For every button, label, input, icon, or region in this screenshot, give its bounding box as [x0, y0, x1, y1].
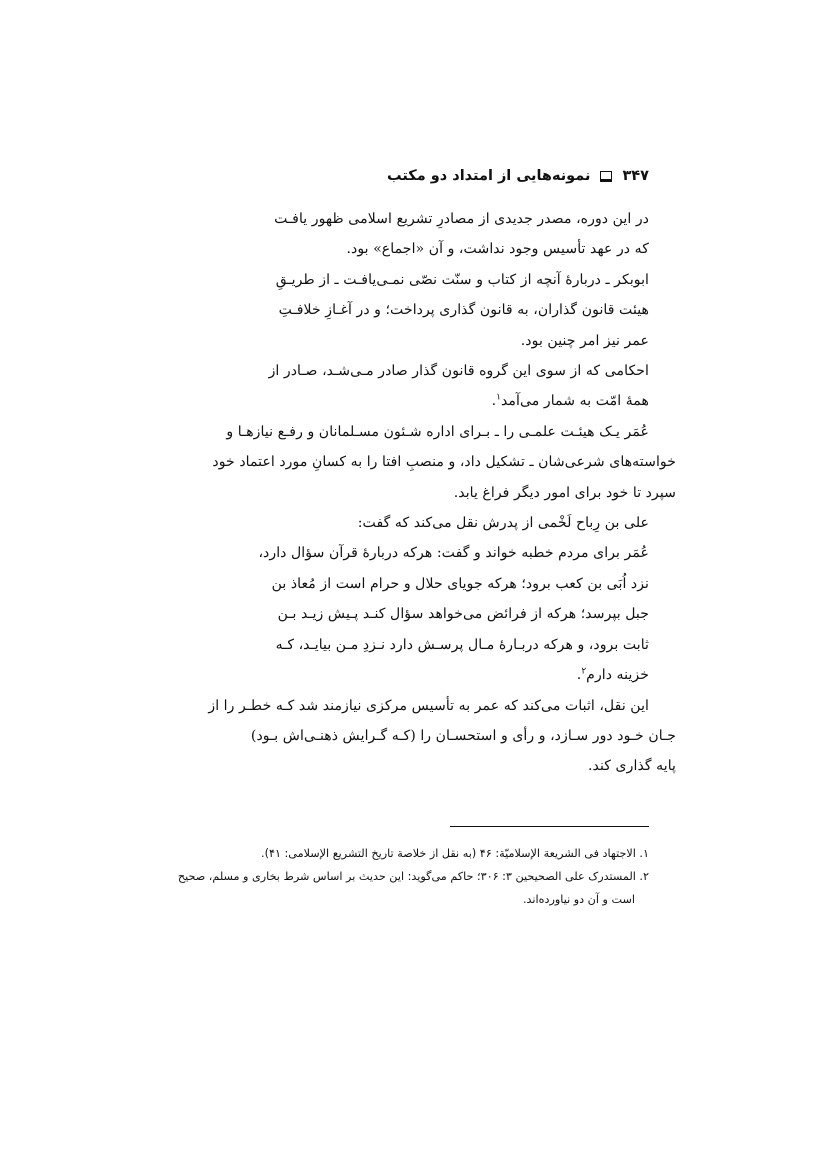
- paragraph-4: [177, 691, 676, 782]
- footnote-marker-1: ۱: [496, 392, 501, 403]
- text-line: عُمَر برای مردم خطبه خواند و گفت: هرکه دربارۀ قرآن سؤال دارد،: [258, 545, 649, 562]
- square-ornament-icon: [600, 171, 612, 182]
- footnote-separator: [450, 826, 649, 827]
- paragraph-2: [177, 417, 676, 508]
- text-line: احکامی که از سوی این گروه قانون گذار صادر مـی‌شـد، صـادر از: [268, 363, 649, 380]
- text-line: که در عهد تأسیس وجود نداشت، و آن «اجماع» بود.: [346, 241, 649, 258]
- text-line: پایه گذاری کند.: [588, 758, 676, 775]
- period: .: [576, 667, 582, 684]
- text-line: جبل بپرسد؛ هرکه از فرائض می‌خواهد سؤال کنـد پـیش زیـد بـن: [277, 606, 649, 623]
- paragraph-3: علی بن رِباح لَخْمی از پدرش نقل می‌کند که گفت:: [357, 515, 649, 532]
- text-line: ابوبکر ـ دربارۀ آنچه از کتاب و سنّت نصّی نمـی‌یافـت ـ از طریـقِ: [275, 271, 649, 288]
- quote-block-1: [177, 204, 649, 417]
- text-line: عُمَر یـک هیئـت علمـی را ـ بـرای اداره شـئون مسـلمانان و رفـع نیازهـا و: [226, 423, 649, 440]
- footnote-marker-2: ۲: [581, 666, 587, 677]
- text-line: عمر نیز امر چنین بود.: [520, 332, 649, 349]
- running-title: نمونه‌هایی از امتداد دو مکتب: [387, 168, 591, 184]
- footnote-2: ۲. المستدرک علی الصحیحین ۳: ۳۰۶؛ حاکم می‌گوید: این حدیث بر اساس شرط بخاری و مسلم، صحیح: [177, 870, 649, 883]
- text-line: جـان خـود دور سـازد، و رأی و استحسـان را (کـه گـرایش ذهنـی‌اش بـود): [250, 727, 676, 744]
- footnote-1: ۱. الاجتهاد فی الشریعة الإسلامیّة: ۴۶ (به نقل از خلاصة تاریخ التشریع الإسلامی: ۴۱).: [261, 847, 649, 860]
- text-line: هیئت قانون گذاران، به قانون گذاری پرداخت؛ و در آغـازِ خلافـتِ: [278, 302, 649, 319]
- text-line: نزد اُبَی بن کعب برود؛ هرکه جویای حلال و حرام است از مُعاذ بن: [271, 575, 649, 592]
- footnotes: [177, 842, 649, 911]
- text-line: سپرد تا خود برای امور دیگر فراغ یابد.: [453, 484, 676, 501]
- footnote-2-continuation: است و آن دو نیاورده‌اند.: [522, 893, 635, 906]
- text-line: ثابت برود، و هرکه دربـارۀ مـال پرسـش دارد نـزدِ مـن بیایـد، کـه: [275, 636, 649, 653]
- running-header: [177, 168, 649, 184]
- page-number: ۳۴۷: [622, 168, 649, 184]
- text-fragment: خزینه دارم: [586, 667, 649, 684]
- period: .: [491, 393, 497, 410]
- text-line: [177, 386, 649, 416]
- text-line: خواسته‌های شرعی‌شان ـ تشکیل داد، و منصبِ افتا را به کسانِ مورد اعتماد خود: [212, 454, 676, 471]
- text-line: [177, 660, 649, 690]
- text-line: این نقل، اثبات می‌کند که عمر به تأسیس مرکزی نیازمند شد کـه خطـر را از: [208, 697, 649, 714]
- quote-block-2: [177, 538, 649, 690]
- main-text: [177, 204, 676, 782]
- text-fragment: همۀ امّت به شمار می‌آمد: [500, 393, 649, 410]
- text-line: در این دوره، مصدر جدیدی از مصادرِ تشریع اسلامی ظهور یافـت: [274, 211, 649, 227]
